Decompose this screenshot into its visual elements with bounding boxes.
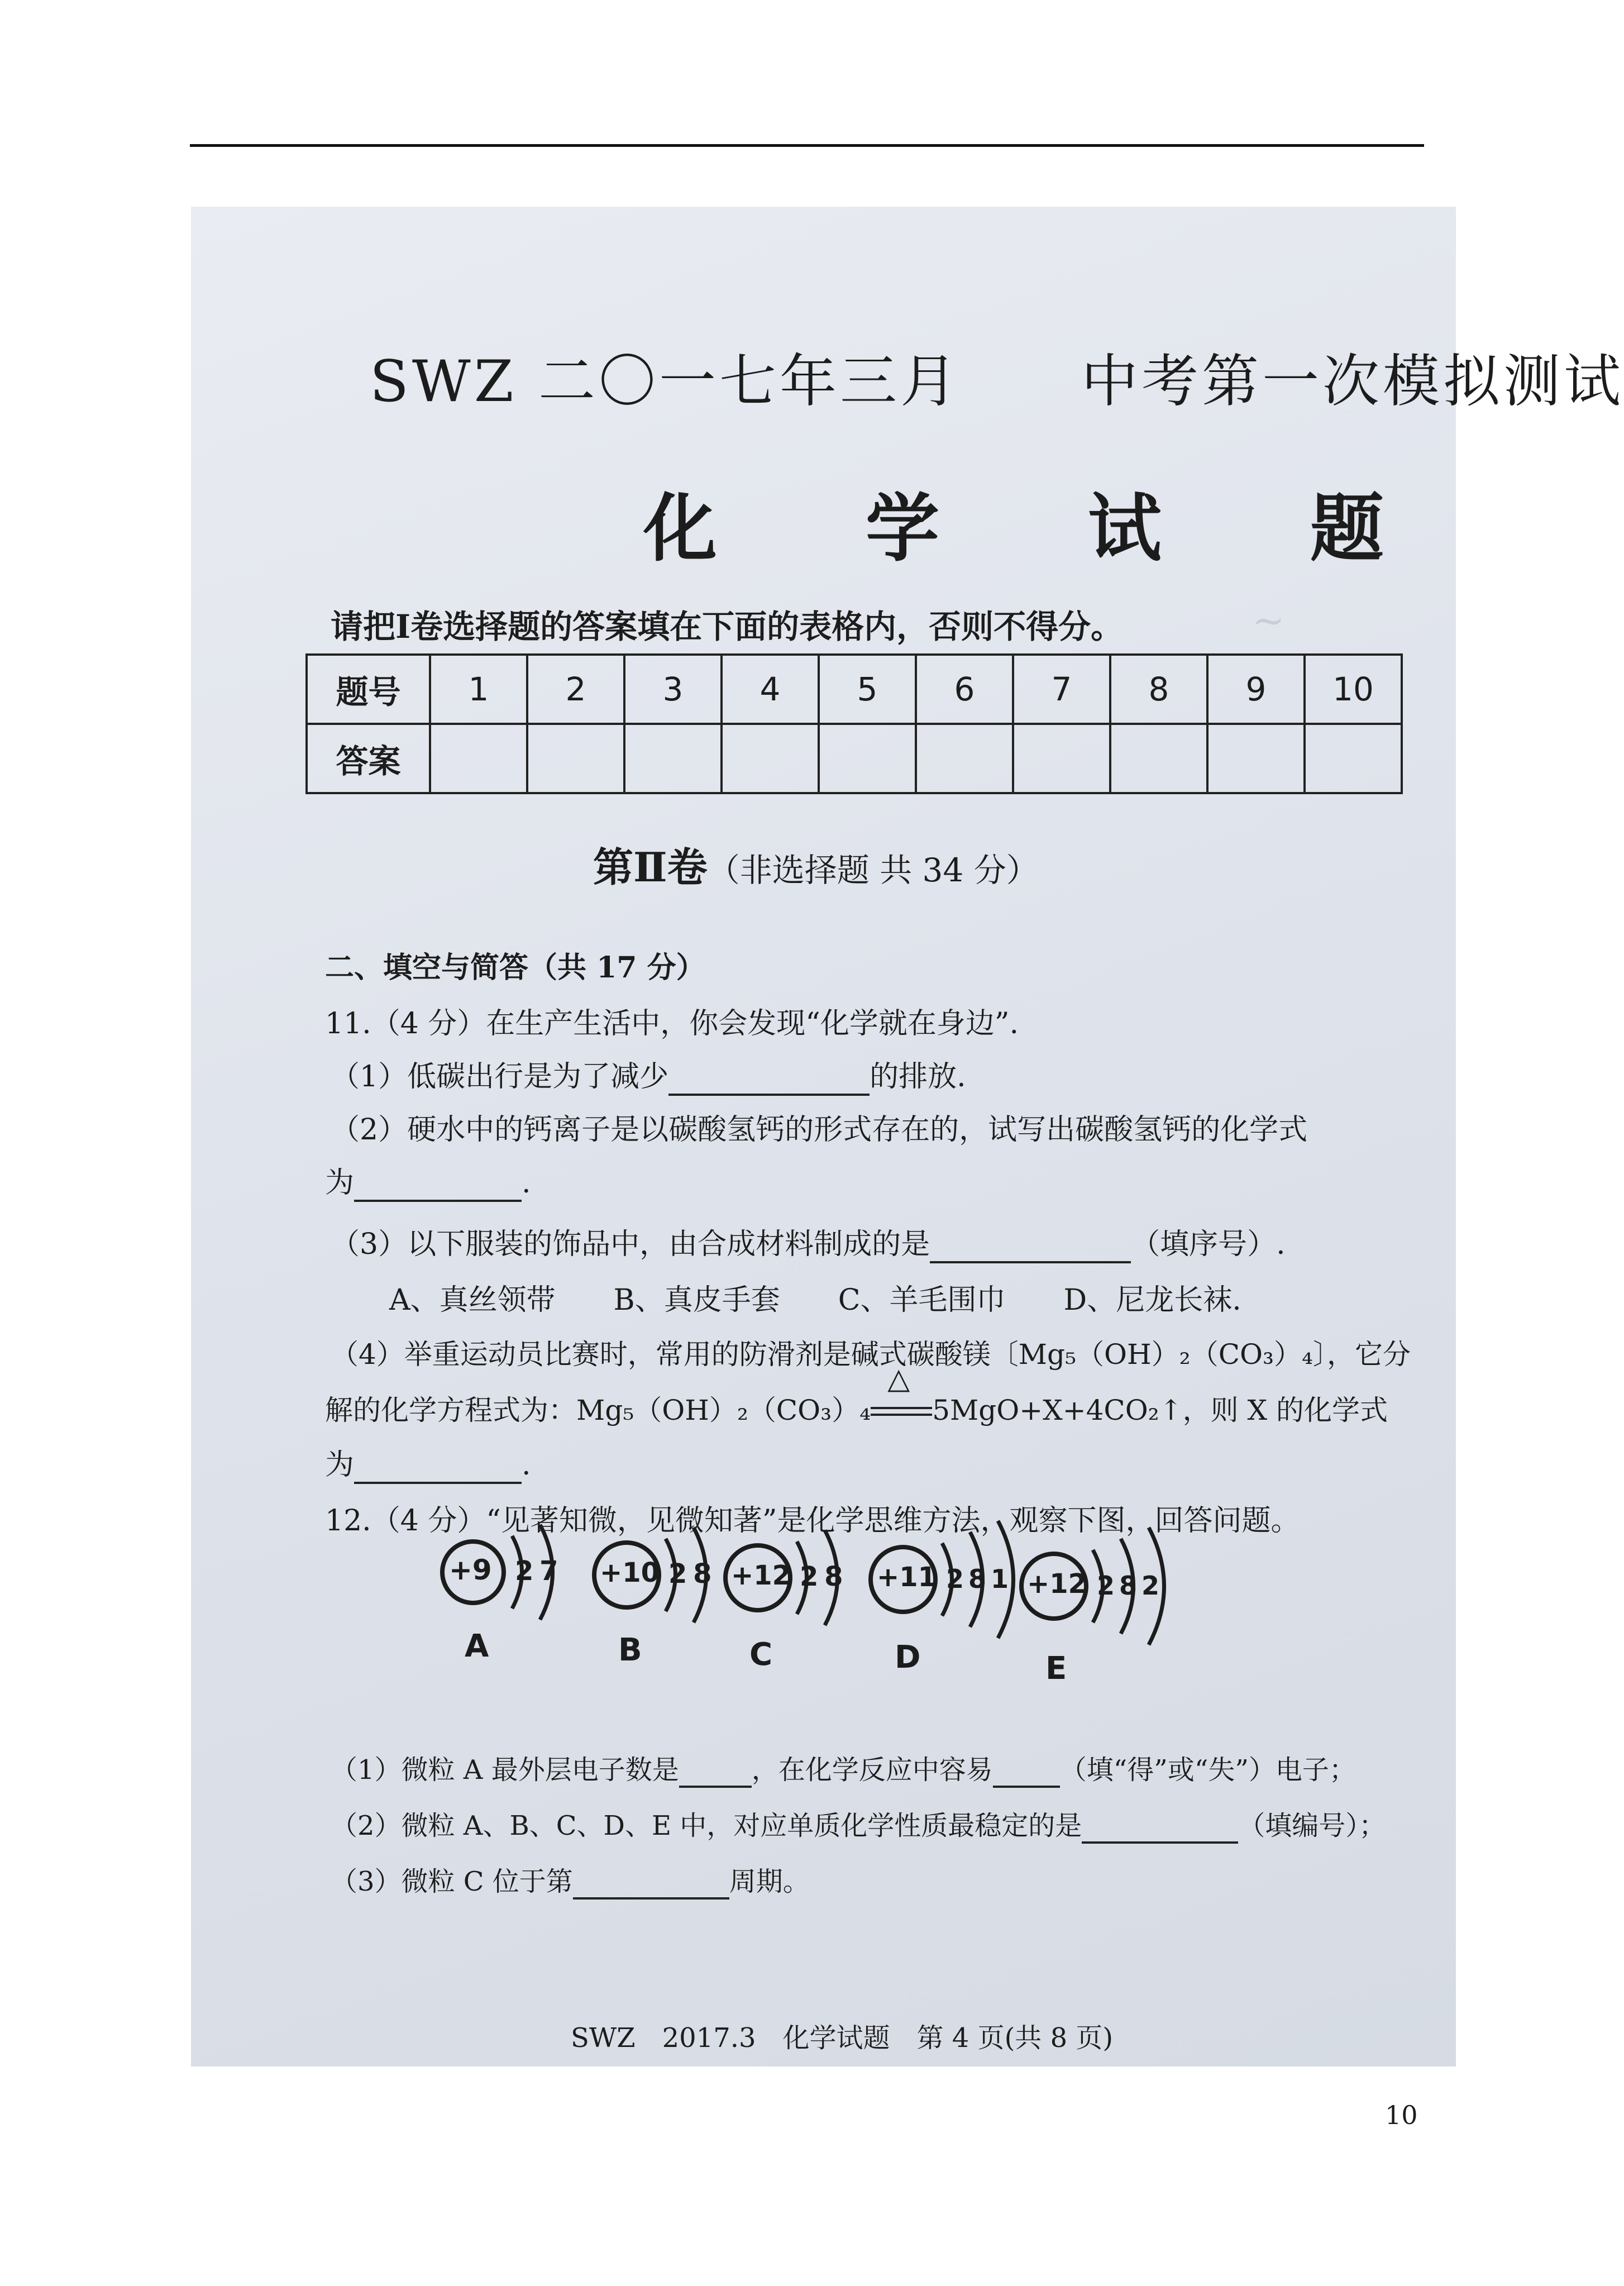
q12-p3-text: （3）微粒 C 位于第 xyxy=(331,1866,573,1897)
volume2-subtitle: （非选择题 共 34 分） xyxy=(707,851,1039,889)
q12-p2-tail: （填编号）； xyxy=(1238,1810,1386,1841)
question-number: 9 xyxy=(1207,655,1305,724)
question-number: 4 xyxy=(722,655,819,724)
electron-counts-d: 2 8 1 xyxy=(946,1564,1009,1594)
q11-p2-tail: . xyxy=(522,1166,531,1200)
exam-page-photo xyxy=(191,207,1624,2067)
electron-counts-c: 2 8 xyxy=(800,1561,843,1592)
delta-icon: △ xyxy=(887,1362,910,1396)
question-number: 2 xyxy=(527,655,624,724)
q11-equation-reactant: 解的化学方程式为：Mg₅（OH）₂（CO₃）₄ xyxy=(325,1394,871,1426)
q12-p1-blank-count[interactable] xyxy=(679,1754,752,1788)
q12-p1-mid: ，在化学反应中容易 xyxy=(751,1754,993,1786)
exam-title: 化 学 试 题 xyxy=(643,485,1445,572)
q11-part4: （4）举重运动员比赛时，常用的防滑剂是碱式碳酸镁〔Mg₅（OH）₂（CO₃）₄〕，它分 xyxy=(331,1338,1411,1371)
page-number: 10 xyxy=(1385,2100,1418,2130)
q12-p2-blank[interactable] xyxy=(1082,1810,1238,1844)
q11-stem: 11.（4 分）在生产生活中，你会发现“化学就在身边”. xyxy=(325,1007,1019,1041)
electron-counts-e: 2 8 2 xyxy=(1097,1571,1160,1601)
q12-p1-blank-gain-lose[interactable] xyxy=(993,1754,1060,1788)
atom-label-d: D xyxy=(895,1639,921,1676)
row-label-answer: 答案 xyxy=(307,724,430,793)
q12-part2 xyxy=(331,1804,1386,1844)
question-number: 5 xyxy=(819,655,916,724)
exam-footer: SWZ 2017.3 化学试题 第 4 页(共 8 页) xyxy=(571,2022,1114,2054)
row-label-number: 题号 xyxy=(307,655,430,724)
bleed-through-mark: ~ xyxy=(1252,598,1285,643)
q12-p3-blank[interactable] xyxy=(573,1866,729,1900)
q11-p3-text: （3）以下服装的饰品中，由合成材料制成的是 xyxy=(331,1228,930,1261)
q11-p1-text: （1）低碳出行是为了减少 xyxy=(331,1060,669,1094)
question-number: 1 xyxy=(430,655,527,724)
electron-counts-b: 2 8 xyxy=(668,1558,712,1590)
question-number: 6 xyxy=(916,655,1013,724)
nucleus-charge-b: +10 xyxy=(600,1557,660,1588)
nucleus-charge-d: +11 xyxy=(877,1562,937,1593)
top-rule xyxy=(190,144,1424,147)
atom-label-e: E xyxy=(1045,1650,1067,1687)
question-number: 3 xyxy=(624,655,722,724)
electron-counts-a: 2 7 xyxy=(515,1555,558,1587)
atom-label-c: C xyxy=(749,1636,773,1673)
section2-title: 二、填空与简答（共 17 分） xyxy=(325,951,705,985)
nucleus-charge-c: +12 xyxy=(731,1560,791,1591)
q12-p1-tail: （填“得”或“失”）电子； xyxy=(1059,1754,1356,1786)
q12-stem: 12.（4 分）“见著知微，见微知著”是化学思维方法，观察下图，回答问题。 xyxy=(325,1504,1300,1538)
atom-label-a: A xyxy=(465,1628,489,1664)
q12-part1 xyxy=(331,1748,1356,1788)
q11-p4-lead: 为 xyxy=(325,1448,355,1482)
question-number: 8 xyxy=(1110,655,1207,724)
q11-p4-tail: . xyxy=(522,1448,531,1482)
exam-header: SWZ 二〇一七年三月 中考第一次模拟测试 xyxy=(370,349,1624,415)
nucleus-charge-a: +9 xyxy=(449,1554,492,1586)
q12-p2-text: （2）微粒 A、B、C、D、E 中，对应单质化学性质最稳定的是 xyxy=(331,1810,1082,1841)
question-number: 7 xyxy=(1013,655,1110,724)
q12-part3 xyxy=(331,1860,810,1900)
volume2-title: 第Ⅱ卷 xyxy=(593,843,708,891)
question-number: 10 xyxy=(1305,655,1402,724)
atom-label-b: B xyxy=(618,1632,642,1668)
q11-part3-options: A、真丝领带 B、真皮手套 C、羊毛围巾 D、尼龙长袜. xyxy=(389,1283,1241,1317)
q12-p1-text: （1）微粒 A 最外层电子数是 xyxy=(331,1754,679,1786)
q11-p2-lead: 为 xyxy=(325,1166,355,1200)
nucleus-charge-e: +12 xyxy=(1027,1568,1087,1600)
answer-instruction: 请把Ⅰ卷选择题的答案填在下面的表格内，否则不得分。 xyxy=(331,608,1124,646)
q12-p3-tail: 周期。 xyxy=(729,1866,810,1897)
q11-p3-tail: （填序号）. xyxy=(1131,1228,1286,1261)
q11-part2: （2）硬水中的钙离子是以碳酸氢钙的形式存在的，试写出碳酸氢钙的化学式 xyxy=(331,1113,1308,1147)
q11-equation-products: 5MgO+X+4CO₂↑，则 X 的化学式 xyxy=(932,1394,1388,1426)
q11-p1-tail: 的排放. xyxy=(870,1060,966,1094)
